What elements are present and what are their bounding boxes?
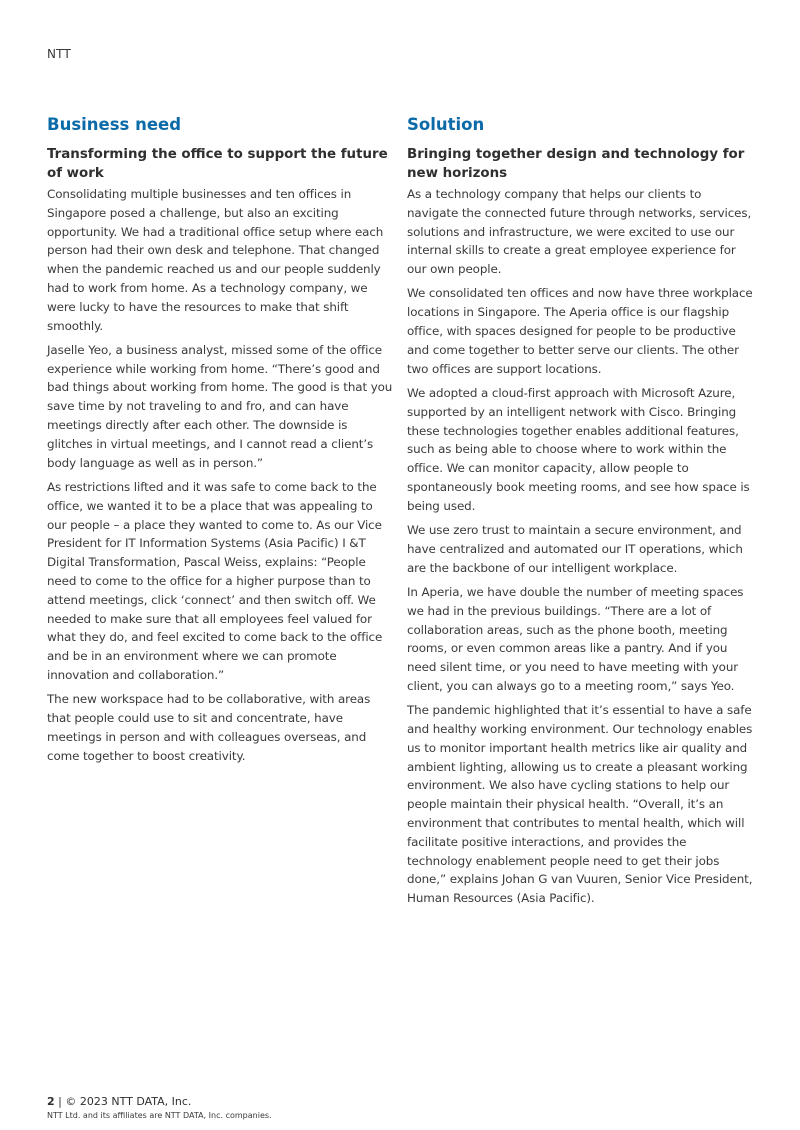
brand-name: NTT	[47, 47, 72, 61]
footer-separator: |	[58, 1095, 62, 1108]
business-need-column	[47, 115, 394, 771]
page-number: 2	[47, 1095, 55, 1108]
paragraph: The new workspace had to be collaborative, with areas that people could use to sit and concentrate, have meetings in person and with colleagues overseas, and come together to boost creativity.	[47, 692, 371, 763]
subheading-transforming-office: Transforming the office to support the future of work	[47, 147, 388, 181]
paragraph: We adopted a cloud-first approach with Microsoft Azure, supported by an intelligent network with Cisco. Bringing these technologies together enables additional features, such as being able to choose where to work within the office. We can monitor capacity, allow people to spontaneously book meeting rooms, and see how space is being used.	[407, 385, 750, 513]
section-heading-solution: Solution	[407, 115, 485, 134]
paragraph: We consolidated ten offices and now have three workplace locations in Singapore. The Aperia office is our flagship office, with spaces designed for people to be productive and come together to better serve our clients. The other two offices are support locations.	[407, 286, 753, 376]
solution-column	[407, 115, 754, 913]
subheading-design-technology: Bringing together design and technology for new horizons	[407, 147, 745, 181]
paragraph: As a technology company that helps our clients to navigate the connected future through networks, services, solutions and infrastructure, we were excited to use our internal skills to create a great employee experience for our own people.	[407, 187, 752, 277]
paragraph: Consolidating multiple businesses and ten offices in Singapore posed a challenge, but also an exciting opportunity. We had a traditional office setup where each person had their own desk and telephone. That changed when the pandemic reached us and our people suddenly had to work from home. As a technology company, we were lucky to have the resources to make that shift smoothly.	[47, 187, 384, 333]
paragraph: As restrictions lifted and it was safe to come back to the office, we wanted it to be a place that was appealing to our people – a place they wanted to come to. As our Vice President for IT Information Systems (Asia Pacific) I &T Digital Transformation, Pascal Weiss, explains: “People need to come to the office for a higher purpose than to attend meetings, click ‘connect’ and then switch off. We needed to make sure that all employees feel valued for what they do, and feel excited to come back to the office and be in an environment where we can promote innovation and collaboration.”	[47, 479, 383, 682]
section-heading-business-need: Business need	[47, 115, 182, 134]
footer-affiliates-note: NTT Ltd. and its affiliates are NTT DATA, Inc. companies.	[47, 1111, 272, 1120]
paragraph: In Aperia, we have double the number of meeting spaces we had in the previous buildings. “There are a lot of collaboration areas, such as the phone booth, meeting rooms, or even common areas like a pantry. And if you need silent time, or you need to have meeting with your client, you can always go to a meeting room,” says Yeo.	[407, 584, 744, 693]
page-footer	[47, 1095, 753, 1121]
paragraph: Jaselle Yeo, a business analyst, missed some of the office experience while working from home. “There’s good and bad things about working from home. The good is that you save time by not traveling to and fro, and can have meetings directly after each other. The downside is glitches in virtual meetings, and I cannot read a client’s body language as well as in person.”	[47, 342, 393, 470]
copyright-text: © 2023 NTT DATA, Inc.	[65, 1095, 192, 1108]
footer-copyright-line	[47, 1095, 753, 1109]
paragraph: The pandemic highlighted that it’s essential to have a safe and healthy working environment. Our technology enables us to monitor important health metrics like air quality and ambient lighting, allowing us to create a pleasant working environment. We also have cycling stations to help our people maintain their physical health. “Overall, it’s an environment that contributes to mental health, which will facilitate positive interactions, and provides the technology enablement people need to get their jobs done,” explains Johan G van Vuuren, Senior Vice President, Human Resources (Asia Pacific).	[407, 703, 753, 906]
paragraph: We use zero trust to maintain a secure environment, and have centralized and automated our IT operations, which are the backbone of our intelligent workplace.	[407, 523, 743, 575]
